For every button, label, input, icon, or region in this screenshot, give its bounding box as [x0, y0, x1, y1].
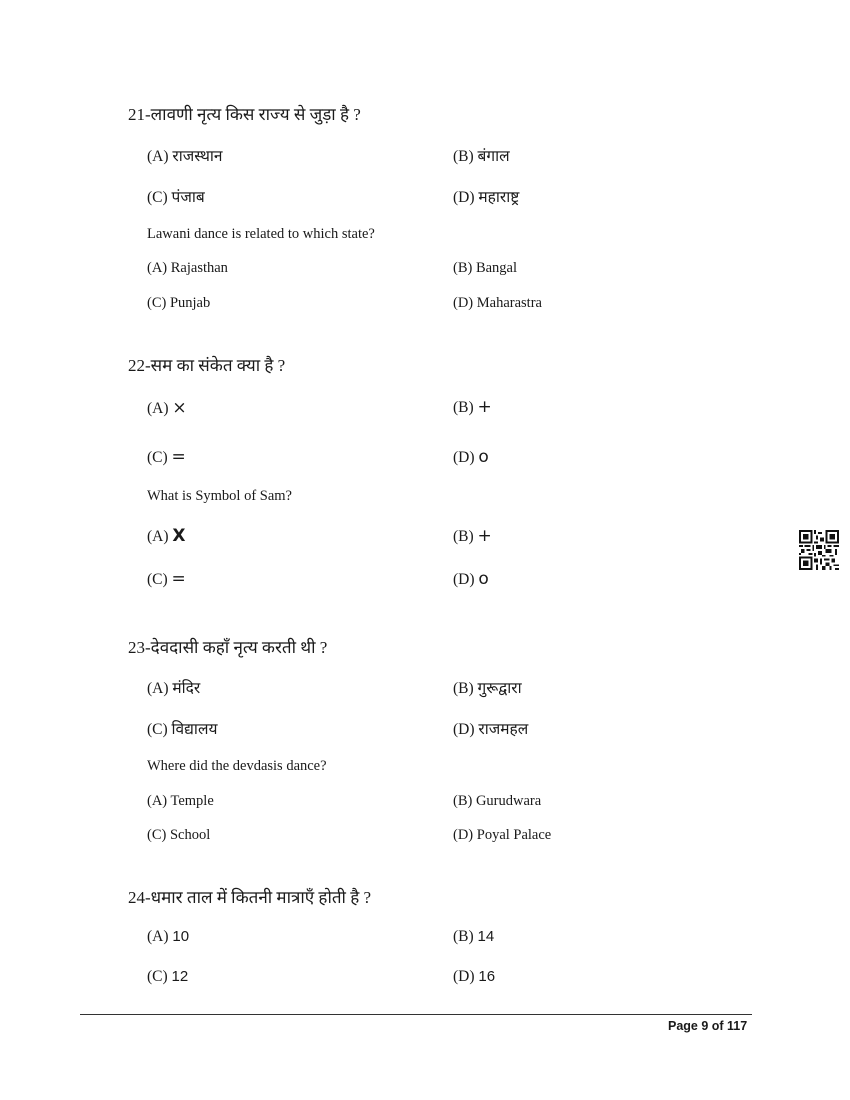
q23-english-option-d: (D) Poyal Palace	[453, 827, 552, 843]
q22-english-question: What is Symbol of Sam?	[147, 488, 292, 504]
q22-english-option-d: (D) o	[453, 569, 489, 589]
q23-english-option-a: (A) Temple	[147, 793, 214, 809]
q21-english-question: Lawani dance is related to which state?	[147, 226, 375, 242]
q22-hindi-option-a: (A) ×	[147, 398, 187, 418]
q23-english-question: Where did the devdasis dance?	[147, 758, 327, 774]
q24-option-d: (D) 16	[453, 968, 496, 985]
q23-english-option-c: (C) School	[147, 827, 211, 843]
q21-english-option-a: (A) Rajasthan	[147, 260, 228, 276]
q21-hindi-option-a: (A) राजस्थान	[147, 148, 223, 165]
q21-hindi-option-d: (D) महाराष्ट्र	[453, 189, 520, 206]
q21-english-option-d: (D) Maharastra	[453, 295, 542, 311]
q24-option-c: (C) 12	[147, 968, 189, 985]
plus-symbol: +	[477, 397, 492, 417]
question-23-title: 23-देवदासी कहाँ नृत्य करती थी ?	[128, 638, 328, 657]
plus-symbol: +	[477, 526, 492, 546]
page-number: Page 9 of 117	[668, 1019, 748, 1033]
q21-english-option-b: (B) Bangal	[453, 260, 518, 276]
q24-option-a: (A) 10	[147, 928, 190, 945]
q22-english-option-c: (C) =	[147, 569, 186, 589]
q22-english-option-a: (A) X	[147, 526, 186, 546]
q22-hindi-option-c: (C) =	[147, 447, 186, 467]
q21-english-option-c: (C) Punjab	[147, 295, 211, 311]
q23-english-option-b: (B) Gurudwara	[453, 793, 542, 809]
equals-symbol: =	[171, 447, 186, 467]
q23-hindi-option-d: (D) राजमहल	[453, 721, 529, 738]
q22-hindi-option-d: (D) o	[453, 447, 489, 467]
q23-hindi-option-a: (A) मंदिर	[147, 680, 201, 697]
question-24-title: 24-धमार ताल में कितनी मात्राएँ होती है ?	[128, 888, 372, 907]
q24-option-b: (B) 14	[453, 928, 495, 945]
question-22-title: 22-सम का संकेत क्या है ?	[128, 356, 286, 375]
q21-hindi-option-c: (C) पंजाब	[147, 189, 205, 206]
equals-symbol: =	[171, 569, 186, 589]
q23-hindi-option-c: (C) विद्यालय	[147, 721, 218, 738]
qr-code-icon	[799, 530, 839, 570]
question-21-title: 21-लावणी नृत्य किस राज्य से जुड़ा है ?	[128, 105, 361, 124]
circle-symbol: o	[478, 569, 489, 589]
q22-english-option-b: (B) +	[453, 526, 492, 546]
footer-divider	[80, 1014, 752, 1015]
circle-symbol: o	[478, 447, 489, 467]
q22-hindi-option-b: (B) +	[453, 397, 492, 417]
x-symbol: X	[172, 526, 186, 546]
multiply-symbol: ×	[172, 398, 187, 418]
q23-hindi-option-b: (B) गुरूद्वारा	[453, 680, 522, 697]
q21-hindi-option-b: (B) बंगाल	[453, 148, 510, 165]
